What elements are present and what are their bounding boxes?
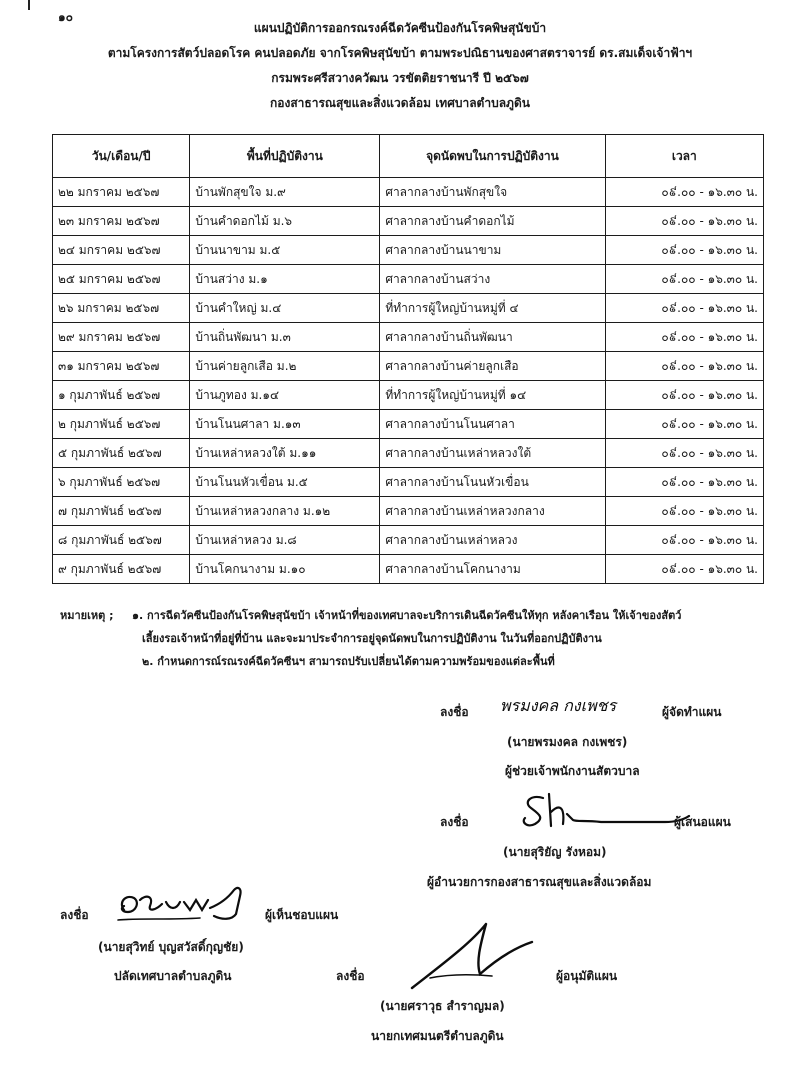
table-row	[53, 439, 764, 468]
table-body	[53, 178, 764, 584]
signer-2-title: ผู้อำนวยการกองสาธารณสุขและสิ่งแวดล้อม	[427, 875, 652, 889]
header-meeting-point: จุดนัดพบในการปฏิบัติงาน	[380, 135, 605, 178]
cell-date: ๖ กุมภาพันธ์ ๒๕๖๗	[53, 468, 190, 497]
cell-meeting-point: ศาลากลางบ้านคำดอกไม้	[380, 207, 605, 236]
cell-date: ๑ กุมภาพันธ์ ๒๕๖๗	[53, 381, 190, 410]
cell-area: บ้านสว่าง ม.๑	[190, 265, 380, 294]
header-year: กรมพระศรีสวางควัฒน วรขัตติยราชนารี ปี ๒๕๖๗	[271, 71, 529, 85]
cell-date: ๗ กุมภาพันธ์ ๒๕๖๗	[53, 497, 190, 526]
header-department: กองสาธารณสุขและสิ่งแวดล้อม เทศบาลตำบลภูดิน	[270, 96, 530, 110]
remarks-section	[60, 604, 681, 673]
cell-date: ๒๕ มกราคม ๒๕๖๗	[53, 265, 190, 294]
table-header-row	[53, 135, 764, 178]
cell-area: บ้านภูทอง ม.๑๔	[190, 381, 380, 410]
cell-date: ๒๔ มกราคม ๒๕๖๗	[53, 236, 190, 265]
signature-1-handwriting: พรมงคล กงเพชร	[500, 696, 617, 715]
cell-area: บ้านเหล่าหลวงกลาง ม.๑๒	[190, 497, 380, 526]
header-date: วัน/เดือน/ปี	[53, 135, 190, 178]
schedule-table	[52, 134, 764, 584]
cell-date: ๕ กุมภาพันธ์ ๒๕๖๗	[53, 439, 190, 468]
signer-1-name: (นายพรมงคล กงเพชร)	[507, 735, 628, 749]
cell-meeting-point: ศาลากลางบ้านเหล่าหลวง	[380, 526, 605, 555]
cell-meeting-point: ศาลากลางบ้านโนนหัวเขื่อน	[380, 468, 605, 497]
cell-meeting-point: ศาลากลางบ้านค่ายลูกเสือ	[380, 352, 605, 381]
header-time: เวลา	[605, 135, 763, 178]
header-title: แผนปฏิบัติการออกรณรงค์ฉีดวัคซีนป้องกันโรคพิษสุนัขบ้า	[253, 21, 547, 35]
cell-date: ๒๓ มกราคม ๒๕๖๗	[53, 207, 190, 236]
table-row	[53, 207, 764, 236]
sign-label-3: ลงชื่อ	[60, 908, 89, 922]
cell-meeting-point: ศาลากลางบ้านโนนศาลา	[380, 410, 605, 439]
cell-area: บ้านโคกนางาม ม.๑๐	[190, 555, 380, 584]
cell-time: ๐៩.๐๐ - ๑๖.๓๐ น.	[605, 352, 763, 381]
cell-area: บ้านคำใหญ่ ม.๔	[190, 294, 380, 323]
page-number: ๑๐	[58, 10, 73, 24]
cell-meeting-point: ที่ทำการผู้ใหญ่บ้านหมู่ที่ ๔	[380, 294, 605, 323]
remark-item-1: ๑. การฉีดวัคซีนป้องกันโรคพิษสุนัขบ้า เจ้าหน้าที่ของเทศบาลจะบริการเดินฉีดวัคซีนให้ทุก หลังคาเรือน ให้เจ้าของสัตว์	[132, 609, 682, 622]
cell-time: ๐៩.๐๐ - ๑๖.๓๐ น.	[605, 468, 763, 497]
cell-date: ๒ กุมภาพันธ์ ๒๕๖๗	[53, 410, 190, 439]
signer-1-title: ผู้ช่วยเจ้าพนักงานสัตวบาล	[505, 764, 640, 778]
table-row	[53, 265, 764, 294]
cell-time: ๐៩.๐๐ - ๑๖.๓๐ น.	[605, 526, 763, 555]
cell-meeting-point: ศาลากลางบ้านเหล่าหลวงกลาง	[380, 497, 605, 526]
table-row	[53, 526, 764, 555]
cell-area: บ้านถิ่นพัฒนา ม.๓	[190, 323, 380, 352]
cell-date: ๒๙ มกราคม ๒๕๖๗	[53, 323, 190, 352]
cell-area: บ้านพักสุขใจ ม.๙	[190, 178, 380, 207]
table-row	[53, 178, 764, 207]
sign-label-1: ลงชื่อ	[440, 705, 469, 719]
cell-area: บ้านเหล่าหลวง ม.๘	[190, 526, 380, 555]
cell-meeting-point: ศาลากลางบ้านถิ่นพัฒนา	[380, 323, 605, 352]
header-project: ตามโครงการสัตว์ปลอดโรค คนปลอดภัย จากโรคพิษสุนัขบ้า ตามพระปณิธานของศาสตราจารย์ ดร.สมเด็จเจ้าฟ้าฯ	[107, 46, 693, 60]
signature-3-mark	[110, 880, 270, 930]
cell-area: บ้านโนนศาลา ม.๑๓	[190, 410, 380, 439]
cell-area: บ้านคำดอกไม้ ม.๖	[190, 207, 380, 236]
cell-time: ๐៩.๐๐ - ๑๖.๓๐ น.	[605, 439, 763, 468]
cell-area: บ้านเหล่าหลวงใต้ ม.๑๑	[190, 439, 380, 468]
table-row	[53, 294, 764, 323]
table-row	[53, 381, 764, 410]
signer-1-role: ผู้จัดทำแผน	[662, 705, 722, 719]
table-row	[53, 468, 764, 497]
cell-date: ๒๒ มกราคม ๒๕๖๗	[53, 178, 190, 207]
cell-time: ๐៩.๐๐ - ๑๖.๓๐ น.	[605, 555, 763, 584]
cell-time: ๐៩.๐๐ - ๑๖.๓๐ น.	[605, 410, 763, 439]
cell-meeting-point: ศาลากลางบ้านโคกนางาม	[380, 555, 605, 584]
cell-area: บ้านค่ายลูกเสือ ม.๒	[190, 352, 380, 381]
cell-meeting-point: ที่ทำการผู้ใหญ่บ้านหมู่ที่ ๑๔	[380, 381, 605, 410]
cell-date: ๓๑ มกราคม ๒๕๖๗	[53, 352, 190, 381]
cell-area: บ้านนาขาม ม.๕	[190, 236, 380, 265]
cell-time: ๐៩.๐๐ - ๑๖.๓๐ น.	[605, 497, 763, 526]
sign-label-4: ลงชื่อ	[336, 969, 365, 983]
cell-time: ๐៩.๐๐ - ๑๖.๓๐ น.	[605, 236, 763, 265]
document-header	[0, 16, 800, 116]
cell-date: ๒๖ มกราคม ๒๕๖๗	[53, 294, 190, 323]
table-row	[53, 352, 764, 381]
table-row	[53, 555, 764, 584]
signer-4-role: ผู้อนุมัติแผน	[556, 969, 618, 983]
signer-2-role: ผู้เสนอแผน	[674, 815, 731, 829]
signature-2-mark	[505, 786, 695, 836]
cell-meeting-point: ศาลากลางบ้านนาขาม	[380, 236, 605, 265]
signer-2-name: (นายสุริยัญ รังหอม)	[503, 845, 607, 859]
header-area: พื้นที่ปฏิบัติงาน	[190, 135, 380, 178]
remark-item-2: ๒. กำหนดการณ์รณรงค์ฉีดวัคซีนฯ สามารถปรับเปลี่ยนได้ตามความพร้อมของแต่ละพื้นที่	[142, 655, 555, 668]
cell-area: บ้านโนนหัวเขื่อน ม.๕	[190, 468, 380, 497]
signer-3-title: ปลัดเทศบาลตำบลภูดิน	[114, 969, 232, 983]
cell-meeting-point: ศาลากลางบ้านพักสุขใจ	[380, 178, 605, 207]
table-row	[53, 410, 764, 439]
cell-date: ๙ กุมภาพันธ์ ๒๕๖๗	[53, 555, 190, 584]
remarks-line-1	[60, 604, 681, 627]
signer-3-role: ผู้เห็นชอบแผน	[265, 908, 339, 922]
cell-time: ๐៩.๐๐ - ๑๖.๓๐ น.	[605, 207, 763, 236]
signature-4-mark	[400, 916, 540, 996]
signer-4-title: นายกเทศมนตรีตำบลภูดิน	[371, 1029, 504, 1043]
cell-time: ๐៩.๐๐ - ๑๖.๓๐ น.	[605, 294, 763, 323]
cell-date: ๘ กุมภาพันธ์ ๒๕๖๗	[53, 526, 190, 555]
signer-4-name: (นายศราวุธ สำราญมล)	[380, 999, 505, 1013]
signer-3-name: (นายสุวิทย์ บุญสวัสดิ์กุญชัย)	[98, 940, 244, 954]
page-corner-mark	[28, 0, 30, 10]
remarks-line-2: เลี้ยงรอเจ้าหน้าที่อยู่ที่บ้าน และจะมาประจำการอยู่จุดนัดพบในการปฏิบัติงาน ในวันที่ออกปฏิบัติงาน	[142, 632, 602, 645]
sign-label-2: ลงชื่อ	[440, 815, 469, 829]
cell-meeting-point: ศาลากลางบ้านสว่าง	[380, 265, 605, 294]
cell-time: ๐៩.๐๐ - ๑๖.๓๐ น.	[605, 381, 763, 410]
table-row	[53, 323, 764, 352]
remarks-label: หมายเหตุ ;	[60, 609, 114, 622]
cell-time: ๐៩.๐๐ - ๑๖.๓๐ น.	[605, 178, 763, 207]
cell-meeting-point: ศาลากลางบ้านเหล่าหลวงใต้	[380, 439, 605, 468]
table-row	[53, 497, 764, 526]
cell-time: ๐៩.๐๐ - ๑๖.๓๐ น.	[605, 265, 763, 294]
table-row	[53, 236, 764, 265]
cell-time: ๐៩.๐๐ - ๑๖.๓๐ น.	[605, 323, 763, 352]
